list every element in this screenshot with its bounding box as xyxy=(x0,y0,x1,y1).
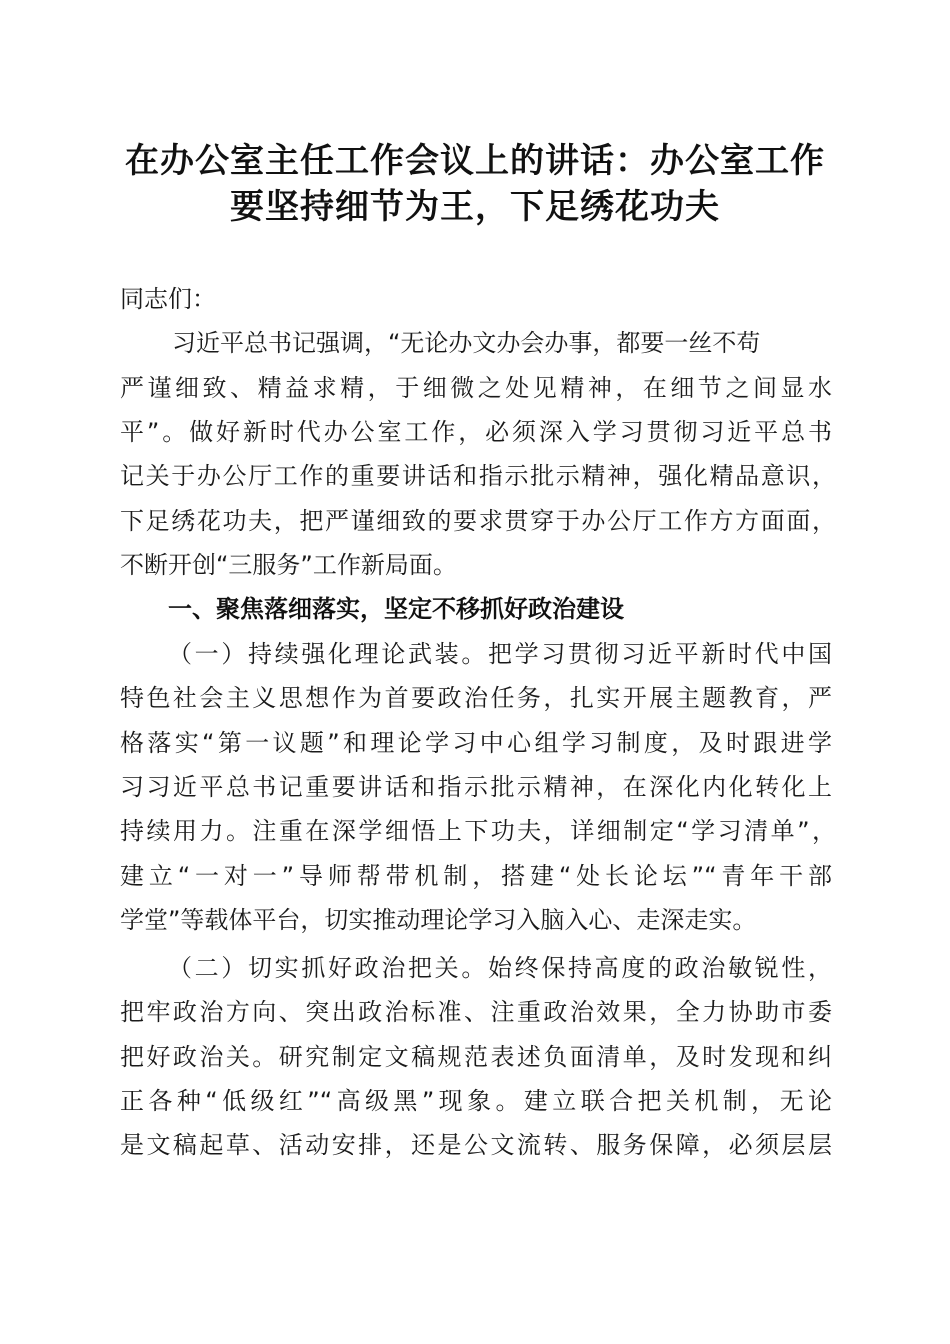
salutation: 同志们： xyxy=(120,285,216,313)
section-heading: 一、聚焦落细落实，坚定不移抓好政治建设 xyxy=(168,595,624,623)
document-title-line-2: 要坚持细节为王，下足绣花功夫 xyxy=(230,187,720,227)
intro-line: 平”。做好新时代办公室工作，必须深入学习贯彻习近平总书 xyxy=(120,418,832,446)
subsection-2-line: 把牢政治方向、突出政治标准、注重政治效果，全力协助市委 xyxy=(120,998,832,1026)
subsection-1-line: （一）持续强化理论武装。把学习贯彻习近平新时代中国 xyxy=(168,640,832,668)
intro-line: 不断开创“三服务”工作新局面。 xyxy=(120,551,457,579)
subsection-1-line: 格落实“第一议题”和理论学习中心组学习制度，及时跟进学 xyxy=(120,729,832,757)
subsection-1-line: 特色社会主义思想作为首要政治任务，扎实开展主题教育，严 xyxy=(120,684,832,712)
subsection-2-line: 把好政治关。研究制定文稿规范表述负面清单，及时发现和纠 xyxy=(120,1043,832,1071)
subsection-1-line: 建立“一对一”导师帮带机制，搭建“处长论坛”“青年干部 xyxy=(120,862,832,890)
intro-line: 习近平总书记强调，“无论办文办会办事，都要一丝不苟 xyxy=(172,329,761,357)
subsection-2-line: 正各种“低级红”“高级黑”现象。建立联合把关机制，无论 xyxy=(120,1087,832,1115)
intro-line: 记关于办公厅工作的重要讲话和指示批示精神，强化精品意识， xyxy=(120,462,836,490)
intro-line: 严谨细致、精益求精，于细微之处见精神，在细节之间显水 xyxy=(120,374,832,402)
subsection-1-line: 持续用力。注重在深学细悟上下功夫，详细制定“学习清单”， xyxy=(120,817,836,845)
subsection-2-line: （二）切实抓好政治把关。始终保持高度的政治敏锐性， xyxy=(168,954,832,982)
intro-line: 下足绣花功夫，把严谨细致的要求贯穿于办公厅工作方方面面， xyxy=(120,507,836,535)
subsection-1-line: 学堂”等载体平台，切实推动理论学习入脑入心、走深走实。 xyxy=(120,906,757,934)
subsection-1-line: 习习近平总书记重要讲话和指示批示精神，在深化内化转化上 xyxy=(120,773,832,801)
document-title-line-1: 在办公室主任工作会议上的讲话：办公室工作 xyxy=(125,141,825,181)
subsection-2-line: 是文稿起草、活动安排，还是公文流转、服务保障，必须层层 xyxy=(120,1131,832,1159)
